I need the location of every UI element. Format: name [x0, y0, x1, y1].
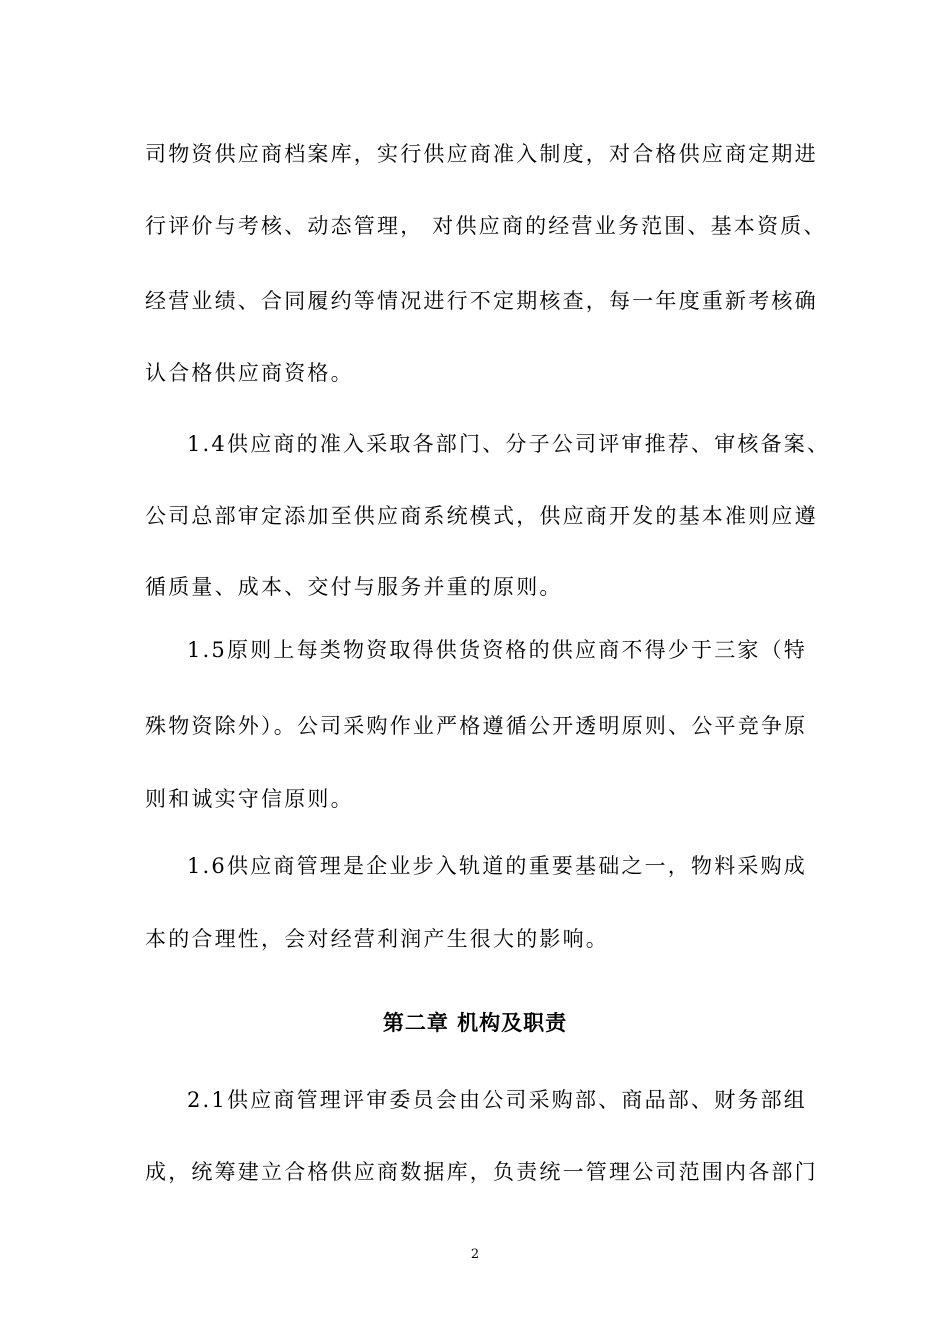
paragraph-1-line-4: 认合格供应商资格。 — [145, 361, 354, 385]
paragraph-4-line-1: 1.6供应商管理是企业步入轨道的重要基础之一，物料采购成 — [187, 854, 807, 878]
chapter-paragraph-1-line-2: 成，统筹建立合格供应商数据库，负责统一管理公司范围内各部门 — [145, 1160, 818, 1184]
paragraph-1-line-1: 司物资供应商档案库，实行供应商准入制度，对合格供应商定期进 — [145, 142, 818, 166]
paragraph-2-line-2: 公司总部审定添加至供应商系统模式，供应商开发的基本准则应遵 — [145, 504, 818, 528]
paragraph-3-line-3: 则和诚实守信原则。 — [145, 787, 354, 811]
paragraph-2-line-3: 循质量、成本、交付与服务并重的原则。 — [145, 575, 563, 599]
paragraph-3-line-1: 1.5原则上每类物资取得供货资格的供应商不得少于三家（特 — [187, 638, 807, 662]
paragraph-3-line-2: 殊物资除外）。公司采购作业严格遵循公开透明原则、公平竞争原 — [145, 714, 808, 738]
paragraph-1-line-2: 行评价与考核、动态管理， 对供应商的经营业务范围、基本资质、 — [145, 214, 827, 238]
chapter-heading: 第二章 机构及职责 — [382, 1011, 568, 1035]
paragraph-1-line-3: 经营业绩、合同履约等情况进行不定期核查，每一年度重新考核确 — [145, 289, 818, 313]
paragraph-4-line-2: 本的合理性，会对经营利润产生很大的影响。 — [145, 927, 609, 951]
page-number: 2 — [470, 1247, 480, 1262]
paragraph-2-line-1: 1.4供应商的准入采取各部门、分子公司评审推荐、审核备案、 — [187, 432, 831, 456]
chapter-paragraph-1-line-1: 2.1供应商管理评审委员会由公司采购部、商品部、财务部组 — [187, 1088, 807, 1112]
